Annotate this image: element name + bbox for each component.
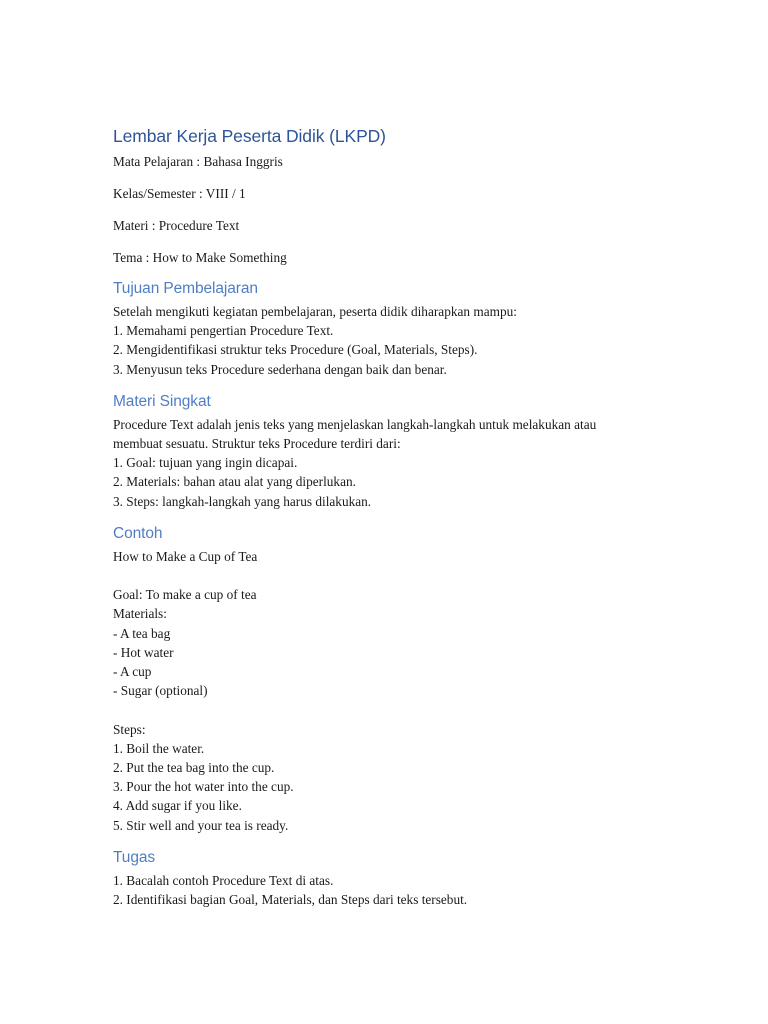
list-item: - A tea bag (113, 625, 171, 641)
list-item: 3. Pour the hot water into the cup. (113, 779, 294, 795)
list-item: 2. Mengidentifikasi struktur teks Procedure (Goal, Materials, Steps). (113, 342, 478, 358)
meta-subject: Mata Pelajaran : Bahasa Inggris (113, 154, 283, 169)
list-item: 1. Goal: tujuan yang ingin dicapai. (113, 455, 298, 471)
materi-paragraph-line: Procedure Text adalah jenis teks yang menjelaskan langkah-langkah untuk melakukan atau (113, 416, 597, 432)
list-item: - Sugar (optional) (113, 683, 208, 699)
list-item: 3. Menyusun teks Procedure sederhana dengan baik dan benar. (113, 361, 447, 377)
meta-theme: Tema : How to Make Something (113, 250, 287, 265)
example-title: How to Make a Cup of Tea (113, 548, 258, 564)
section-heading-tujuan: Tujuan Pembelajaran (113, 280, 258, 297)
section-tugas (113, 848, 708, 909)
spacer (113, 566, 708, 585)
tujuan-intro: Setelah mengikuti kegiatan pembelajaran, peserta didik diharapkan mampu: (113, 304, 517, 319)
meta-material: Materi : Procedure Text (113, 218, 240, 233)
example-materials-label: Materials: (113, 606, 167, 622)
section-heading-materi: Materi Singkat (113, 392, 211, 410)
meta-class-semester: Kelas/Semester : VIII / 1 (113, 186, 246, 201)
materi-paragraph-line: membuat sesuatu. Struktur teks Procedure terdiri dari: (113, 436, 401, 452)
section-heading-tugas: Tugas (113, 848, 156, 866)
document-title: Lembar Kerja Peserta Didik (LKPD) (113, 126, 386, 146)
example-goal: Goal: To make a cup of tea (113, 587, 257, 603)
list-item: 3. Steps: langkah-langkah yang harus dilakukan. (113, 493, 372, 509)
list-item: 1. Memahami pengertian Procedure Text. (113, 323, 334, 339)
section-tujuan (113, 279, 708, 379)
list-item: - A cup (113, 664, 152, 680)
section-heading-contoh: Contoh (113, 524, 163, 542)
list-item: 2. Identifikasi bagian Goal, Materials, dan Steps dari teks tersebut. (113, 892, 468, 908)
document-meta (113, 152, 708, 267)
list-item: 5. Stir well and your tea is ready. (113, 817, 289, 833)
list-item: 4. Add sugar if you like. (113, 798, 242, 814)
example-steps-label: Steps: (113, 721, 146, 737)
list-item: - Hot water (113, 644, 174, 660)
spacer (113, 700, 708, 719)
list-item: 2. Put the tea bag into the cup. (113, 760, 275, 776)
list-item: 2. Materials: bahan atau alat yang diperlukan. (113, 474, 356, 490)
section-materi (113, 392, 708, 511)
section-contoh (113, 524, 708, 835)
list-item: 1. Boil the water. (113, 740, 205, 756)
list-item: 1. Bacalah contoh Procedure Text di atas. (113, 872, 334, 888)
